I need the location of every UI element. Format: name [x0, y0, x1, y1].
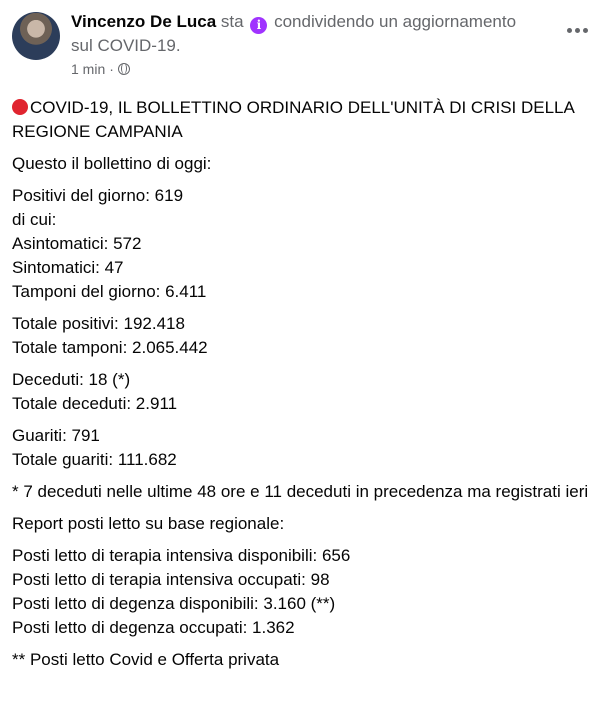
action-prefix: sta	[220, 12, 244, 31]
action-text[interactable]: condividendo un aggiornamento sul COVID-19.	[71, 12, 517, 55]
post-title: COVID-19, IL BOLLETTINO ORDINARIO DELL'UNITÀ DI CRISI DELLA REGIONE CAMPANIA	[12, 98, 574, 141]
stat-line: Totale tamponi: 2.065.442	[12, 338, 208, 357]
beds-block	[12, 544, 595, 640]
stat-line: Posti letto di degenza disponibili: 3.160 (**)	[12, 594, 336, 613]
stat-line: Deceduti: 18 (*)	[12, 370, 131, 389]
post-timestamp-line	[71, 61, 531, 77]
stat-line: Positivi del giorno: 619	[12, 186, 184, 205]
post-meta	[71, 10, 531, 77]
more-options-button[interactable]	[563, 20, 591, 40]
stat-line: Asintomatici: 572	[12, 234, 142, 253]
deaths-block	[12, 368, 595, 416]
stat-line: Totale positivi: 192.418	[12, 314, 185, 333]
avatar[interactable]	[12, 12, 60, 60]
beds-note: ** Posti letto Covid e Offerta privata	[12, 650, 280, 669]
stat-line: di cui:	[12, 210, 57, 229]
stat-line: Guariti: 791	[12, 426, 100, 445]
totals-block	[12, 312, 595, 360]
stat-line: Totale deceduti: 2.911	[12, 394, 178, 413]
stat-line: Totale guariti: 111.682	[12, 450, 177, 469]
recovered-block	[12, 424, 595, 472]
post-time[interactable]: 1 min	[71, 61, 106, 77]
deaths-note: * 7 deceduti nelle ultime 48 ore e 11 deceduti in precedenza ma registrati ieri	[12, 482, 589, 501]
stat-line: Sintomatici: 47	[12, 258, 124, 277]
dot-icon	[583, 28, 588, 33]
post-author-line	[71, 10, 531, 57]
post-title-paragraph	[12, 96, 595, 144]
separator: ·	[109, 61, 114, 77]
author-name[interactable]: Vincenzo De Luca	[71, 12, 217, 31]
report-title: Report posti letto su base regionale:	[12, 514, 285, 533]
dot-icon	[567, 28, 572, 33]
stat-line: Posti letto di degenza occupati: 1.362	[12, 618, 295, 637]
daily-stats-block	[12, 184, 595, 304]
stat-line: Posti letto di terapia intensiva disponibili: 656	[12, 546, 351, 565]
stat-line: Posti letto di terapia intensiva occupati: 98	[12, 570, 330, 589]
intro-paragraph: Questo il bollettino di oggi:	[12, 154, 212, 173]
red-circle-icon	[12, 99, 28, 115]
stat-line: Tamponi del giorno: 6.411	[12, 282, 207, 301]
post-header	[12, 10, 595, 82]
globe-icon[interactable]	[118, 63, 130, 75]
dot-icon	[575, 28, 580, 33]
post-body	[12, 96, 595, 672]
info-icon: i	[250, 17, 267, 34]
